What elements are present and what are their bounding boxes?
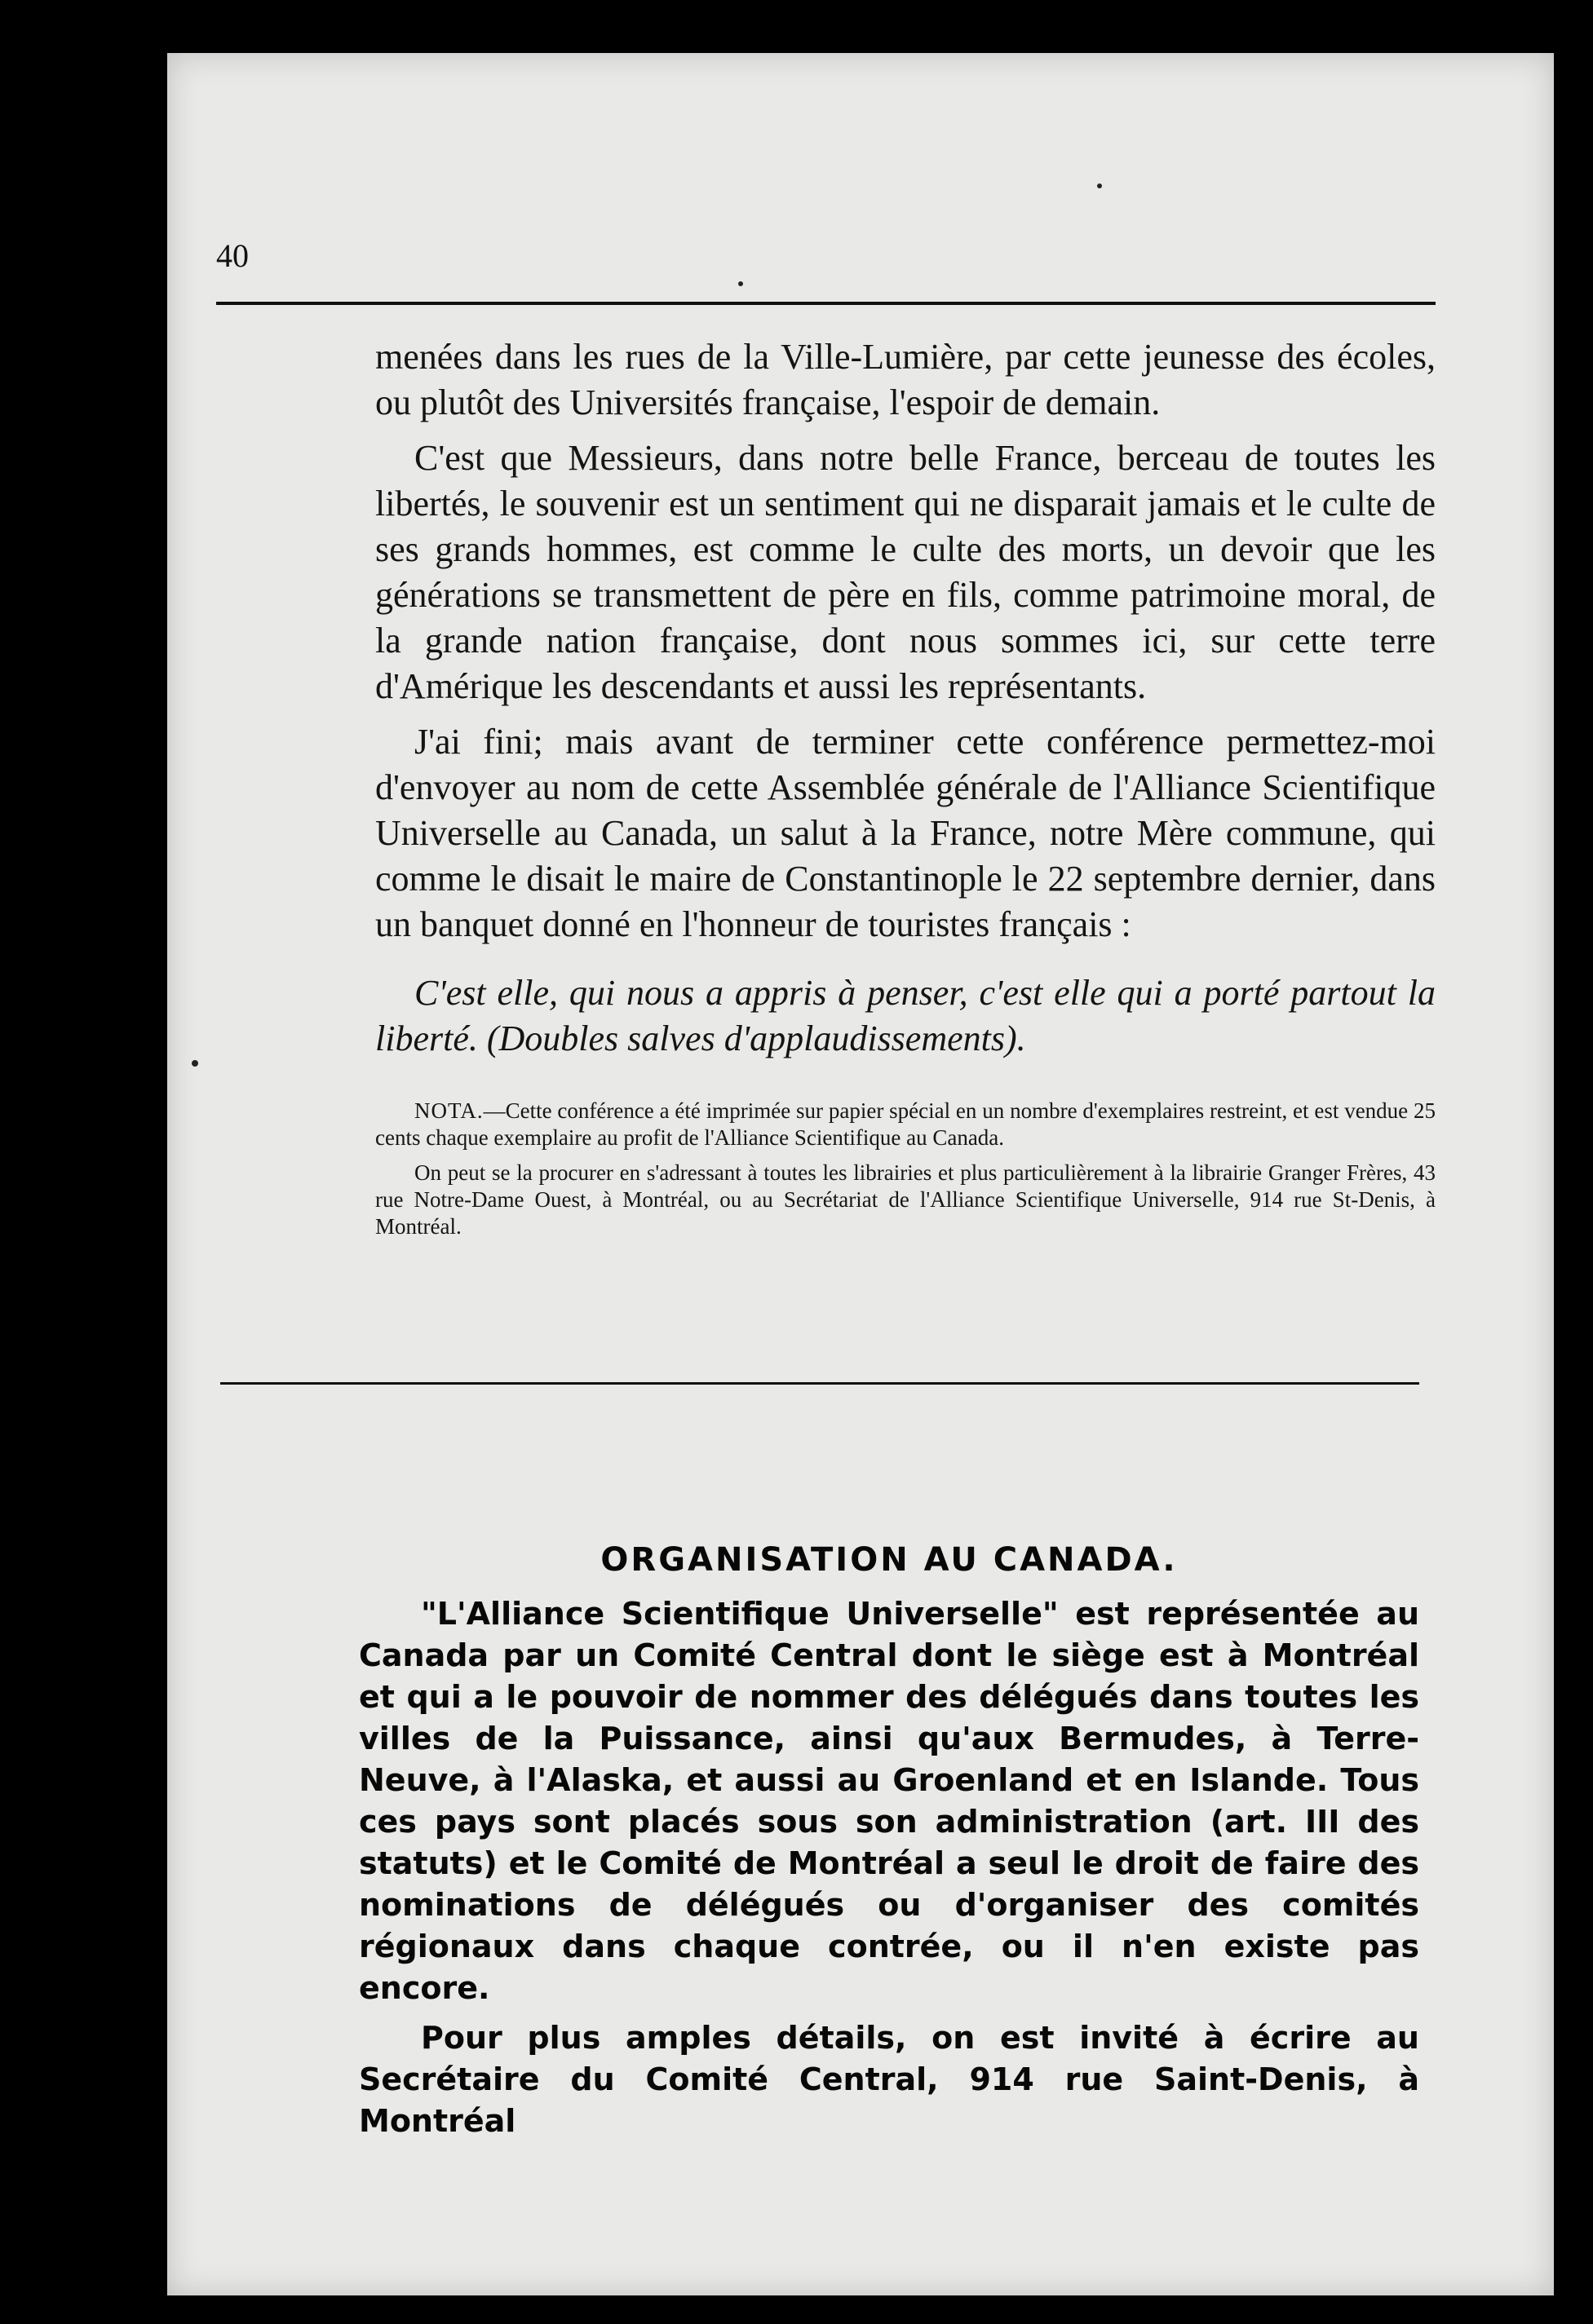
- nota-text: —Cette conférence a été imprimée sur papier spécial en un nombre d'exemplaires restreint, et est vendue 25 cents chaque exemplaire au profit de l'Alliance Scientifique au Canada.: [375, 1098, 1436, 1150]
- section-rule: [220, 1382, 1419, 1385]
- main-text: [375, 334, 1436, 1240]
- paragraph-3: J'ai fini; mais avant de terminer cette conférence permettez-moi d'envoyer au nom de cette Assemblée générale de l'Alliance Scientifique Universelle au Canada, un salut à la France, notre Mère commune, qui comme le disait le maire de Constantinople le 22 septembre dernier, dans un banquet donné en l'honneur de touristes français :: [375, 722, 1436, 944]
- page-number: 40: [216, 237, 249, 274]
- nota-note: [375, 1098, 1436, 1151]
- paragraph-1: menées dans les rues de la Ville-Lumière, par cette jeunesse des écoles, ou plutôt des Universités française, l'espoir de demain.: [375, 337, 1436, 422]
- scan-speck: [738, 281, 743, 286]
- organisation-section: [359, 1541, 1419, 2142]
- organisation-title: ORGANISATION AU CANADA.: [600, 1541, 1178, 1579]
- nota-label: NOTA.: [414, 1098, 484, 1123]
- paragraph-2: C'est que Messieurs, dans notre belle France, berceau de toutes les libertés, le souvenir est un sentiment qui ne disparait jamais et le culte de ses grands hommes, est comme le culte des morts, un devoir que les générations se transmettent de père en fils, comme patrimoine moral, de la grande nation française, dont nous sommes ici, sur cette terre d'Amérique les descendants et aussi les représentants.: [375, 438, 1436, 706]
- organisation-paragraph-2: Pour plus amples détails, on est invité à écrire au Secrétaire du Comité Central, 914 rue Saint-Denis, à Montréal: [359, 2020, 1419, 2139]
- organisation-paragraph-1: "L'Alliance Scientifique Universelle" est représentée au Canada par un Comité Central dont le siège est à Montréal et qui a le pouvoir de nommer des délégués dans toutes les villes de la Puissance, ainsi qu'aux Bermudes, à Terre-Neuve, à l'Alaska, et aussi au Groenland et en Islande. Tous ces pays sont placés sous son administration (art. III des statuts) et le Comité de Montréal a seul le droit de faire des nominations de délégués ou d'organiser des comités régionaux dans chaque contrée, ou il n'en existe pas encore.: [359, 1596, 1419, 2006]
- nota-note-2: [375, 1160, 1436, 1240]
- closing-quote: C'est elle, qui nous a appris à penser, c'est elle qui a porté partout la liberté. (Doubles salves d'applaudissements).: [375, 973, 1436, 1058]
- scan-speck: [1097, 183, 1102, 188]
- nota-text-2: On peut se la procurer en s'adressant à toutes les librairies et plus particulièrement à la librairie Granger Frères, 43 rue Notre-Dame Ouest, à Montréal, ou au Secrétariat de l'Alliance Scientifique Universelle, 914 rue St-Denis, à Montréal.: [375, 1160, 1436, 1239]
- header-rule: [216, 302, 1436, 305]
- scan-speck: [192, 1060, 198, 1067]
